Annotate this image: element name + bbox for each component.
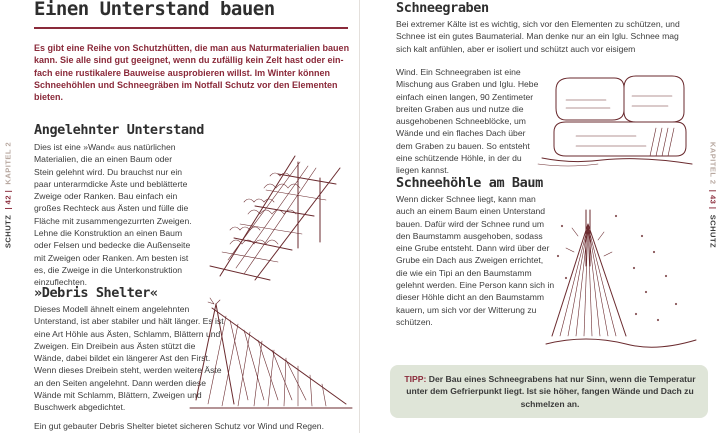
tip-text xyxy=(404,373,696,410)
heading-angelehnter-unterstand: Angelehnter Unterstand xyxy=(34,122,205,138)
text-debris-shelter-end: Ein gut gebauter Debris Shelter bietet sicheren Schutz vor Wind und Regen. xyxy=(34,421,324,431)
chapter-label: KAPITEL 2 xyxy=(708,141,718,185)
heading-schneehoehle-am-baum: Schneehöhle am Baum xyxy=(396,175,543,191)
page-number: | 42 | xyxy=(3,187,13,213)
text-schneegraben-top: Bei extremer Kälte ist es wichtig, sich vor den Elementen zu schützen, und Schnee ist ein gutes Baumaterial. Man denke nur an ein Iglu. Schnee mag sich kalt anfühlen, aber er isoliert und schützt auch vor eisigem xyxy=(396,19,680,54)
text-angelehnter-unterstand: Dies ist eine »Wand« aus natürlichen Materialien, die an einen Baum oder Stein gelehnt wird. Du brauchst nur ein paar unterarmdicke Äste und beblätterte Zweige oder Ranken. Bau einfach ein großes Rechteck aus Ästen und fülle die Fläche mit zusammengezurrten Zweigen. Lehne die Konstruktion an einen Baum oder Felsen und bedecke die Außenseite mit Zweigen oder Ranken. Am besten ist es, die Zweige in die Unterkonstruktion einzuflechten. xyxy=(34,142,192,288)
page-number: | 43 | xyxy=(708,187,718,213)
snow-trench-illustration xyxy=(536,60,696,170)
text-schneegraben-column: Wind. Ein Schneegraben ist eine Mischung aus Graben und Iglu. Hebe einfach einen langen, 90 Zentimeter breiten Graben aus und nutze die ausgehobenen Schneeblöcke, um Wände und ein flaches Dach über dem Graben zu bauen. So entsteht eine schützende Höhle, in der du liegen kannst. xyxy=(396,67,539,176)
tip-body: Der Bau eines Schneegrabens hat nur Sinn, wenn die Temperatur unter dem Gefrierpunkt liegt. Ist sie höher, fangen Wände und Dach zu schmelzen an. xyxy=(406,374,696,409)
lean-to-shelter-illustration xyxy=(200,148,350,288)
title-underline xyxy=(34,27,348,29)
tip-box xyxy=(390,365,708,418)
section-label: SCHUTZ xyxy=(3,214,13,249)
chapter-label: KAPITEL 2 xyxy=(3,141,13,185)
intro-paragraph: Es gibt eine Reihe von Schutzhütten, die man aus Naturmaterialien bauen kann. Sie alle sind gut geeignet, wenn du zufällig kein Zelt hast oder ein-fach eine rustikalere Bauweise ausprobieren willst. Im Winter können Schneehöhlen und Schneegräben im Notfall Schutz vor den Elementen bieten. xyxy=(34,43,350,103)
section-label: SCHUTZ xyxy=(708,214,718,249)
heading-schneegraben: Schneegraben xyxy=(396,0,489,16)
left-chapter-tab xyxy=(1,130,15,260)
tree-snow-cave-illustration xyxy=(546,196,696,356)
debris-shelter-illustration xyxy=(186,296,356,416)
page-title: Einen Unterstand bauen xyxy=(34,0,275,20)
text-schneehoehle-am-baum: Wenn dicker Schnee liegt, kann man auch an einem Baum einen Unterstand bauen. Dafür wird der Schnee rund um den Baumstamm ausgehoben, sodass eine Grube entsteht. Dann wird über der Grube ein Dach aus Zweigen errichtet, die wie ein Tipi an den Baumstamm gelehnt werden. Eine Person kann sich in dieser Höhle dicht an den Baumstamm kauern, um sich vor der Witterung zu schützen. xyxy=(396,194,555,327)
page-gutter xyxy=(359,0,360,433)
text-debris-shelter: Dieses Modell ähnelt einem angelehnten Unterstand, ist aber stabiler und hält länger. Es ist eine Art Höhle aus Ästen, Schlamm, Blättern und Zweigen. Ein Dreibein aus Ästen stützt die Wände, dabei bildet ein längerer Ast den First. Wenn dieses Dreibein steht, werden weitere Äste an den Seiten angelehnt. Dann werden diese Wände mit Schlamm, Blättern, Zweigen und Buschwerk abgedichtet. xyxy=(34,304,224,413)
right-chapter-tab xyxy=(706,130,720,260)
tip-label: TIPP: xyxy=(404,374,427,384)
heading-debris-shelter: »Debris Shelter« xyxy=(34,285,158,301)
